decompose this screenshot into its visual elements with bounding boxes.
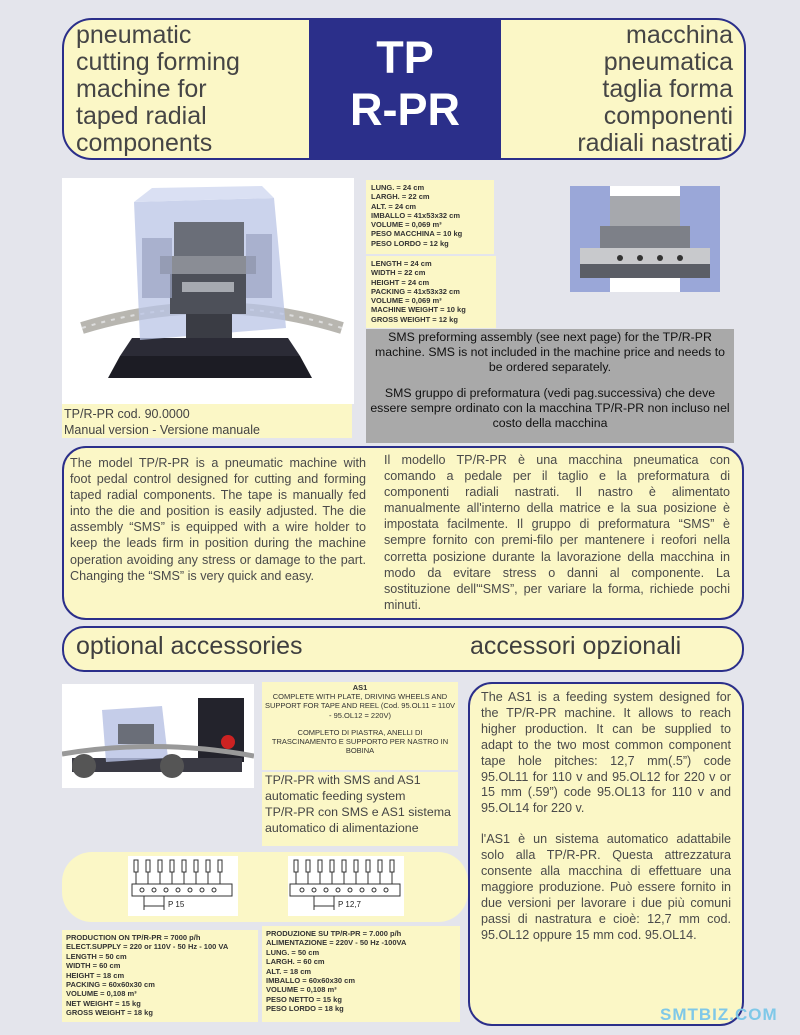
pitch-label-127: P 12,7	[338, 900, 361, 909]
as1-note	[262, 682, 458, 770]
watermark-logo: SMTBIZ.COM	[660, 1005, 778, 1024]
header-right-line: radiali nastrati	[577, 129, 733, 157]
sms-note-italian: SMS gruppo di preformatura (vedi pag.successiva) che deve essere sempre ordinato con la macchina TP/R-PR non incluso nel costo della macchina	[370, 386, 730, 430]
as1-english: COMPLETE WITH PLATE, DRIVING WHEELS AND SUPPORT FOR TAPE AND REEL (Cod. 95.OL11 = 110V - 95.OL12 = 220V)	[265, 692, 456, 720]
feed-system-text	[481, 690, 731, 959]
spec-line: PACKING = 60x60x30 cm	[66, 980, 155, 990]
spec-line: NET WEIGHT = 15 kg	[66, 998, 141, 1008]
spec-line: PESO LORDO = 18 kg	[266, 1004, 344, 1014]
header-title-english	[76, 22, 316, 157]
as1-title: AS1	[352, 683, 368, 692]
spec-line: WIDTH = 60 cm	[66, 961, 121, 971]
spec-line: PACKING = 41x53x32 cm	[371, 286, 460, 296]
accessories-title-english: optional accessories	[76, 632, 303, 660]
header-right-line: taglia forma	[602, 75, 733, 103]
spec-line: VOLUME = 0,069 m³	[371, 220, 442, 230]
product-version: Manual version - Versione manuale	[64, 423, 260, 437]
specs-italian	[366, 180, 494, 254]
header-right-line: macchina	[626, 21, 733, 49]
spec-line: LARGH. = 60 cm	[266, 957, 325, 967]
spec-line: VOLUME = 0,108 m³	[266, 985, 337, 995]
spec-line: PESO NETTO = 15 kg	[266, 994, 342, 1004]
spec-line: LUNG. = 24 cm	[371, 183, 425, 192]
machine-photo	[62, 178, 354, 404]
spec-line: VOLUME = 0,069 m³	[371, 296, 442, 306]
header-title-italian	[528, 22, 733, 157]
header-left-line: machine for	[76, 75, 207, 103]
spec-line: HEIGHT = 18 cm	[66, 970, 125, 980]
model-badge-line: TP	[376, 32, 434, 83]
feed-system-italian: l'AS1 è un sistema automatico adattabile solo alla TP/R-PR. Questa attrezzatura consente alla macchina di effettuare una maggiore produzione. Può essere fornito in due versioni per lavorare i due più comuni passi di nastratura e cioè: 12,7 mm cod. 95.OL12 oppure 15 mm cod. 95.OL14.	[481, 832, 731, 942]
as1-photo	[62, 684, 254, 788]
header-left-line: components	[76, 129, 213, 157]
model-badge-line: R-PR	[350, 84, 460, 135]
spec-line: MACHINE WEIGHT = 10 kg	[371, 305, 466, 315]
as1-italian: COMPLETO DI PIASTRA, ANELLI DI TRASCINAMENTO E SUPPORTO PER NASTRO IN BOBINA	[271, 727, 449, 756]
spec-line: LARGH. = 22 cm	[371, 192, 430, 202]
spec-line: PESO MACCHINA = 10 kg	[371, 229, 463, 239]
model-badge	[309, 18, 501, 160]
spec-line: WIDTH = 22 cm	[371, 268, 426, 278]
production-specs-english	[62, 930, 258, 1022]
spec-line: GROSS WEIGHT = 18 kg	[66, 1008, 153, 1018]
spec-line: ALT. = 18 cm	[266, 966, 312, 976]
header-right-line: pneumatica	[603, 48, 733, 76]
spec-line: ELECT.SUPPLY = 220 or 110V - 50 Hz - 100 VA	[66, 942, 229, 952]
description-english: The model TP/R-PR is a pneumatic machine with foot pedal control designed for cutting and forming taped radial components. The tape is manually fed into the die and position is easily adjusted. The die assembly “SMS” is equipped with a wire holder to keep the leads firm in position during the machine operation avoiding any stress or damage to the part. Changing the “SMS” is very quick and easy.	[70, 456, 366, 583]
production-specs-italian	[262, 926, 460, 1022]
spec-line: PESO LORDO = 12 kg	[371, 238, 449, 248]
spec-line: VOLUME = 0,108 m³	[66, 989, 137, 999]
sms-note	[366, 329, 734, 443]
spec-line: IMBALLO = 41x53x32 cm	[371, 210, 461, 220]
as1-caption-italian: TP/R-PR con SMS e AS1 sistema automatico di alimentazione	[265, 805, 451, 835]
spec-line: LENGTH = 50 cm	[66, 951, 127, 961]
product-code	[62, 404, 352, 438]
product-code-number: TP/R-PR cod. 90.0000	[64, 407, 190, 421]
spec-line: PRODUZIONE SU TP/R-PR = 7.000 p/h	[266, 929, 402, 938]
pitch-diagrams	[62, 852, 468, 922]
pitch-label-15: P 15	[168, 900, 185, 909]
spec-line: ALIMENTAZIONE = 220V - 50 Hz -100VA	[266, 938, 407, 948]
as1-caption	[262, 772, 458, 846]
accessories-title-italian: accessori opzionali	[470, 632, 682, 660]
die-detail-photo	[570, 186, 720, 292]
spec-line: PRODUCTION ON TP/R-PR = 7000 p/h	[66, 933, 201, 942]
spec-line: GROSS WEIGHT = 12 kg	[371, 314, 458, 324]
feed-system-english: The AS1 is a feeding system designed for the TP/R-PR machine. It allows to reach higher production. It can be supplied to adapt to the two most common component tape hole pitches: 12,7 mm(.5”) code 95.OL11 for 110 v and 95.OL12 for 220 v or 15 mm (.59”) code 95.OL13 for 110 v and 95.OL14 for 220 v.	[481, 690, 731, 816]
header-left-line: pneumatic	[76, 21, 192, 49]
spec-line: HEIGHT = 24 cm	[371, 277, 430, 287]
header-left-line: cutting forming	[76, 48, 240, 76]
as1-caption-english: TP/R-PR with SMS and AS1 automatic feeding system	[265, 773, 421, 803]
header-left-line: taped radial	[76, 102, 207, 130]
specs-english	[366, 256, 496, 328]
spec-line: IMBALLO = 60x60x30 cm	[266, 976, 356, 986]
spec-line: LENGTH = 24 cm	[371, 259, 432, 268]
header-right-line: componenti	[603, 102, 733, 130]
spec-line: LUNG. = 50 cm	[266, 947, 320, 957]
description-italian: Il modello TP/R-PR è una macchina pneumatica con comando a pedale per il taglio e la preformatura di componenti radiali nastrati. Il nastro è alimentato manualmente all'interno della matrice e la sua posizione è impostata facilmente. Il gruppo di preformatura “SMS” è sempre fornito con premi-filo per mantenere i reofori nella corretta posizione durante la lavorazione della macchina in modo da evitare stress o danni al componente. La sostituzione dell'“SMS”, per variare la forma, richiede pochi minuti.	[384, 453, 730, 612]
sms-note-english: SMS preforming assembly (see next page) for the TP/R-PR machine. SMS is not included in the machine price and needs to be ordered separately.	[375, 330, 725, 374]
spec-line: ALT. = 24 cm	[371, 201, 417, 211]
